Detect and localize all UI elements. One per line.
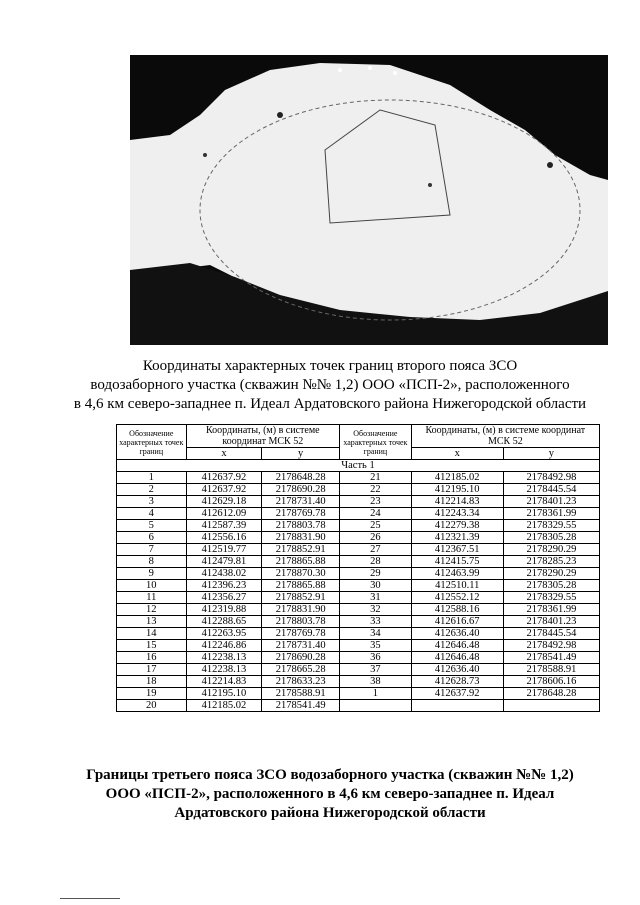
y-coordinate-cell: 2178445.54 <box>503 628 599 640</box>
y-coordinate-cell: 2178290.29 <box>503 544 599 556</box>
y-coordinate-cell: 2178541.49 <box>503 652 599 664</box>
table-row <box>117 628 600 640</box>
x-coordinate-cell: 412319.88 <box>186 604 262 616</box>
y-coordinate-cell: 2178731.40 <box>262 640 340 652</box>
coordinates-table <box>116 424 600 712</box>
point-number-cell: 36 <box>340 652 412 664</box>
table-row <box>117 556 600 568</box>
header-x-right: x <box>411 448 503 460</box>
table-row <box>117 568 600 580</box>
point-number-cell: 9 <box>117 568 187 580</box>
point-number-cell: 4 <box>117 508 187 520</box>
table-row <box>117 604 600 616</box>
x-coordinate-cell: 412238.13 <box>186 652 262 664</box>
y-coordinate-cell: 2178445.54 <box>503 484 599 496</box>
y-coordinate-cell <box>503 700 599 712</box>
y-coordinate-cell: 2178290.29 <box>503 568 599 580</box>
table-row <box>117 700 600 712</box>
x-coordinate-cell: 412238.13 <box>186 664 262 676</box>
third-zone-heading <box>60 766 600 823</box>
caption-line-2: водозаборного участка (скважин №№ 1,2) ООО «ПСП-2», расположенного <box>90 377 570 393</box>
y-coordinate-cell: 2178492.98 <box>503 472 599 484</box>
x-coordinate-cell: 412195.10 <box>186 688 262 700</box>
x-coordinate-cell: 412636.40 <box>411 628 503 640</box>
table-row <box>117 580 600 592</box>
header-y-right: y <box>503 448 599 460</box>
y-coordinate-cell: 2178401.23 <box>503 496 599 508</box>
y-coordinate-cell: 2178831.90 <box>262 604 340 616</box>
x-coordinate-cell <box>411 700 503 712</box>
x-coordinate-cell: 412279.38 <box>411 520 503 532</box>
y-coordinate-cell: 2178588.91 <box>262 688 340 700</box>
table-row <box>117 472 600 484</box>
x-coordinate-cell: 412636.40 <box>411 664 503 676</box>
point-number-cell: 28 <box>340 556 412 568</box>
x-coordinate-cell: 412415.75 <box>411 556 503 568</box>
table-row <box>117 652 600 664</box>
point-number-cell: 8 <box>117 556 187 568</box>
table-row <box>117 688 600 700</box>
map-photo-graphic <box>130 55 608 345</box>
y-coordinate-cell: 2178769.78 <box>262 508 340 520</box>
y-coordinate-cell: 2178665.28 <box>262 664 340 676</box>
point-number-cell: 22 <box>340 484 412 496</box>
point-number-cell: 19 <box>117 688 187 700</box>
y-coordinate-cell: 2178541.49 <box>262 700 340 712</box>
point-number-cell: 32 <box>340 604 412 616</box>
y-coordinate-cell: 2178803.78 <box>262 520 340 532</box>
point-number-cell: 5 <box>117 520 187 532</box>
point-number-cell: 12 <box>117 604 187 616</box>
table-row <box>117 616 600 628</box>
point-number-cell: 11 <box>117 592 187 604</box>
x-coordinate-cell: 412519.77 <box>186 544 262 556</box>
point-number-cell: 27 <box>340 544 412 556</box>
point-number-cell: 7 <box>117 544 187 556</box>
y-coordinate-cell: 2178285.23 <box>503 556 599 568</box>
point-number-cell: 2 <box>117 484 187 496</box>
table-row <box>117 508 600 520</box>
y-coordinate-cell: 2178305.28 <box>503 532 599 544</box>
y-coordinate-cell: 2178731.40 <box>262 496 340 508</box>
header-x-left: x <box>186 448 262 460</box>
x-coordinate-cell: 412646.48 <box>411 640 503 652</box>
table-row <box>117 520 600 532</box>
point-number-cell: 13 <box>117 616 187 628</box>
y-coordinate-cell: 2178329.55 <box>503 520 599 532</box>
table-row <box>117 484 600 496</box>
x-coordinate-cell: 412637.92 <box>411 688 503 700</box>
point-number-cell <box>340 700 412 712</box>
y-coordinate-cell: 2178606.16 <box>503 676 599 688</box>
x-coordinate-cell: 412588.16 <box>411 604 503 616</box>
x-coordinate-cell: 412612.09 <box>186 508 262 520</box>
x-coordinate-cell: 412396.23 <box>186 580 262 592</box>
x-coordinate-cell: 412646.48 <box>411 652 503 664</box>
y-coordinate-cell: 2178588.91 <box>503 664 599 676</box>
caption-line-1: Координаты характерных точек границ второго пояса ЗСО <box>142 358 518 374</box>
x-coordinate-cell: 412479.81 <box>186 556 262 568</box>
x-coordinate-cell: 412637.92 <box>186 484 262 496</box>
x-coordinate-cell: 412243.34 <box>411 508 503 520</box>
x-coordinate-cell: 412587.39 <box>186 520 262 532</box>
point-number-cell: 24 <box>340 508 412 520</box>
y-coordinate-cell: 2178401.23 <box>503 616 599 628</box>
point-number-cell: 10 <box>117 580 187 592</box>
point-number-cell: 1 <box>117 472 187 484</box>
x-coordinate-cell: 412321.39 <box>411 532 503 544</box>
caption-line-3: в 4,6 км северо-западнее п. Идеал Ардатовского района Нижегородской области <box>73 396 587 412</box>
point-number-cell: 20 <box>117 700 187 712</box>
y-coordinate-cell: 2178361.99 <box>503 604 599 616</box>
point-number-cell: 6 <box>117 532 187 544</box>
y-coordinate-cell: 2178305.28 <box>503 580 599 592</box>
point-number-cell: 30 <box>340 580 412 592</box>
point-number-cell: 35 <box>340 640 412 652</box>
y-coordinate-cell: 2178361.99 <box>503 508 599 520</box>
x-coordinate-cell: 412510.11 <box>411 580 503 592</box>
header-y-left: y <box>262 448 340 460</box>
header-coords-left: Координаты, (м) в системе координат МСК 52 <box>186 425 339 448</box>
table-row <box>117 664 600 676</box>
x-coordinate-cell: 412288.65 <box>186 616 262 628</box>
y-coordinate-cell: 2178648.28 <box>262 472 340 484</box>
point-number-cell: 1 <box>340 688 412 700</box>
footer-line-3: Ардатовского района Нижегородской области <box>174 805 486 821</box>
point-number-cell: 33 <box>340 616 412 628</box>
y-coordinate-cell: 2178492.98 <box>503 640 599 652</box>
x-coordinate-cell: 412356.27 <box>186 592 262 604</box>
table-row <box>117 640 600 652</box>
x-coordinate-cell: 412438.02 <box>186 568 262 580</box>
point-number-cell: 23 <box>340 496 412 508</box>
x-coordinate-cell: 412185.02 <box>186 700 262 712</box>
point-number-cell: 29 <box>340 568 412 580</box>
footer-line-2: ООО «ПСП-2», расположенного в 4,6 км северо-западнее п. Идеал <box>105 786 555 802</box>
point-number-cell: 14 <box>117 628 187 640</box>
header-coords-right: Координаты, (м) в системе координат МСК 52 <box>411 425 599 448</box>
header-point-right: Обозначение характерных точек границ <box>340 425 412 460</box>
point-number-cell: 16 <box>117 652 187 664</box>
point-number-cell: 21 <box>340 472 412 484</box>
x-coordinate-cell: 412246.86 <box>186 640 262 652</box>
aerial-map-image <box>130 55 608 345</box>
table-caption <box>60 357 600 414</box>
x-coordinate-cell: 412616.67 <box>411 616 503 628</box>
y-coordinate-cell: 2178852.91 <box>262 544 340 556</box>
x-coordinate-cell: 412263.95 <box>186 628 262 640</box>
y-coordinate-cell: 2178865.88 <box>262 580 340 592</box>
y-coordinate-cell: 2178769.78 <box>262 628 340 640</box>
point-number-cell: 31 <box>340 592 412 604</box>
scan-artifact-line <box>60 898 120 899</box>
y-coordinate-cell: 2178648.28 <box>503 688 599 700</box>
x-coordinate-cell: 412214.83 <box>186 676 262 688</box>
y-coordinate-cell: 2178329.55 <box>503 592 599 604</box>
x-coordinate-cell: 412463.99 <box>411 568 503 580</box>
y-coordinate-cell: 2178852.91 <box>262 592 340 604</box>
point-number-cell: 37 <box>340 664 412 676</box>
table-row <box>117 532 600 544</box>
point-number-cell: 15 <box>117 640 187 652</box>
point-number-cell: 18 <box>117 676 187 688</box>
x-coordinate-cell: 412367.51 <box>411 544 503 556</box>
y-coordinate-cell: 2178803.78 <box>262 616 340 628</box>
table-row <box>117 676 600 688</box>
point-number-cell: 34 <box>340 628 412 640</box>
x-coordinate-cell: 412637.92 <box>186 472 262 484</box>
x-coordinate-cell: 412185.02 <box>411 472 503 484</box>
x-coordinate-cell: 412629.18 <box>186 496 262 508</box>
header-point-left: Обозначение характерных точек границ <box>117 425 187 460</box>
y-coordinate-cell: 2178633.23 <box>262 676 340 688</box>
table-row <box>117 544 600 556</box>
point-number-cell: 38 <box>340 676 412 688</box>
point-number-cell: 26 <box>340 532 412 544</box>
table-row <box>117 496 600 508</box>
table-row <box>117 592 600 604</box>
point-number-cell: 17 <box>117 664 187 676</box>
y-coordinate-cell: 2178690.28 <box>262 652 340 664</box>
x-coordinate-cell: 412628.73 <box>411 676 503 688</box>
section-label: Часть 1 <box>117 460 600 472</box>
y-coordinate-cell: 2178831.90 <box>262 532 340 544</box>
footer-line-1: Границы третьего пояса ЗСО водозаборного участка (скважин №№ 1,2) <box>86 767 574 783</box>
point-number-cell: 25 <box>340 520 412 532</box>
y-coordinate-cell: 2178690.28 <box>262 484 340 496</box>
x-coordinate-cell: 412214.83 <box>411 496 503 508</box>
x-coordinate-cell: 412195.10 <box>411 484 503 496</box>
y-coordinate-cell: 2178865.88 <box>262 556 340 568</box>
x-coordinate-cell: 412556.16 <box>186 532 262 544</box>
y-coordinate-cell: 2178870.30 <box>262 568 340 580</box>
point-number-cell: 3 <box>117 496 187 508</box>
x-coordinate-cell: 412552.12 <box>411 592 503 604</box>
